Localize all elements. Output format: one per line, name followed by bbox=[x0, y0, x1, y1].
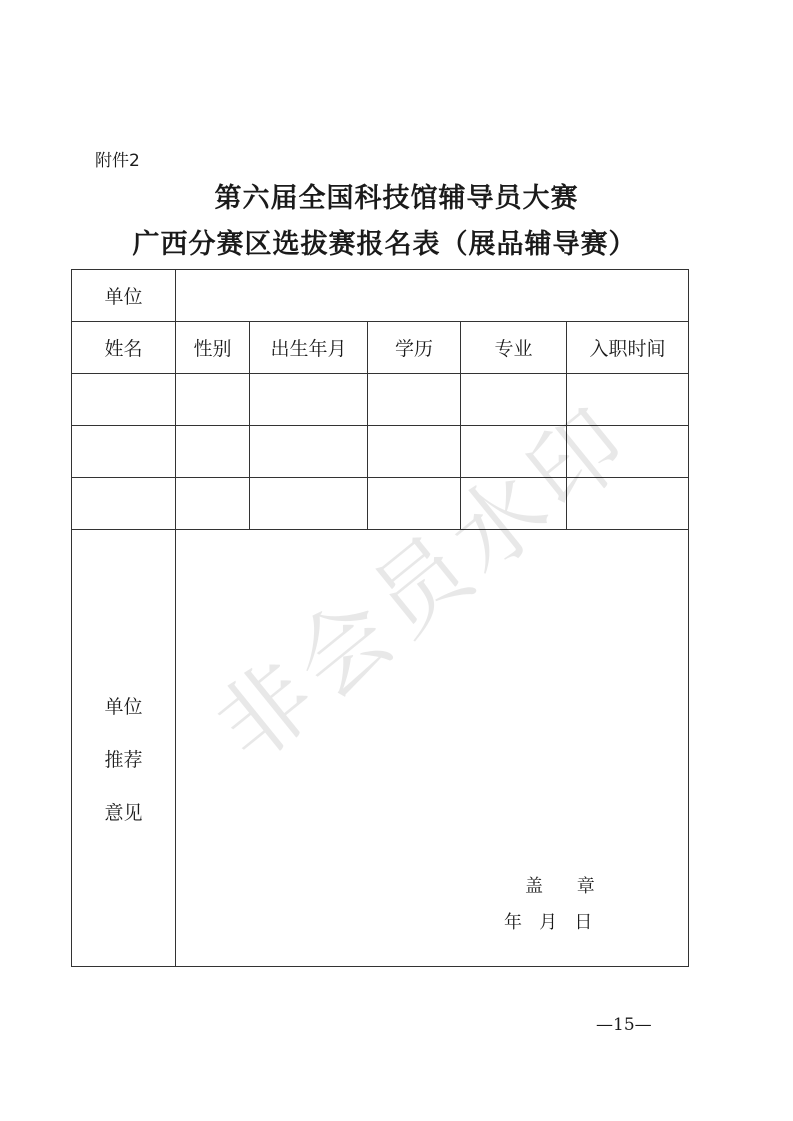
seal-label: 盖 章 bbox=[525, 876, 609, 897]
input-cell[interactable] bbox=[567, 478, 689, 530]
input-cell[interactable] bbox=[250, 478, 368, 530]
input-cell[interactable] bbox=[461, 478, 567, 530]
input-cell[interactable] bbox=[368, 426, 461, 478]
input-cell[interactable] bbox=[567, 426, 689, 478]
input-cell[interactable] bbox=[176, 478, 250, 530]
recommendation-label-line: 意见 bbox=[104, 801, 143, 824]
input-cell[interactable] bbox=[72, 374, 176, 426]
input-cell[interactable] bbox=[461, 426, 567, 478]
form-title-line1: 第六届全国科技馆辅导员大赛 bbox=[214, 183, 579, 214]
table-row bbox=[72, 426, 689, 478]
attachment-label: 附件2 bbox=[95, 151, 140, 171]
table-row bbox=[72, 478, 689, 530]
unit-input-cell[interactable] bbox=[176, 270, 689, 322]
input-cell[interactable] bbox=[176, 374, 250, 426]
form-title-line2: 广西分赛区选拔赛报名表（展品辅导赛） bbox=[132, 229, 637, 260]
input-cell[interactable] bbox=[72, 426, 176, 478]
page-number: —15— bbox=[596, 1015, 652, 1035]
header-major: 专业 bbox=[461, 322, 567, 374]
input-cell[interactable] bbox=[368, 478, 461, 530]
recommendation-label-line: 推荐 bbox=[104, 748, 143, 771]
input-cell[interactable] bbox=[72, 478, 176, 530]
header-name: 姓名 bbox=[72, 322, 176, 374]
header-row bbox=[72, 322, 689, 374]
registration-form-table bbox=[71, 269, 689, 967]
header-education: 学历 bbox=[368, 322, 461, 374]
recommendation-input-cell[interactable] bbox=[176, 530, 689, 967]
input-cell[interactable] bbox=[368, 374, 461, 426]
input-cell[interactable] bbox=[461, 374, 567, 426]
header-gender: 性别 bbox=[176, 322, 250, 374]
input-cell[interactable] bbox=[250, 374, 368, 426]
header-birth: 出生年月 bbox=[250, 322, 368, 374]
date-label: 年 月 日 bbox=[504, 912, 593, 933]
header-entry-time: 入职时间 bbox=[567, 322, 689, 374]
recommendation-label bbox=[72, 530, 176, 967]
recommendation-label-line: 单位 bbox=[104, 695, 143, 718]
input-cell[interactable] bbox=[176, 426, 250, 478]
input-cell[interactable] bbox=[250, 426, 368, 478]
recommendation-row bbox=[72, 530, 689, 967]
table-row bbox=[72, 374, 689, 426]
unit-label: 单位 bbox=[72, 270, 176, 322]
input-cell[interactable] bbox=[567, 374, 689, 426]
watermark: 非会员水印 bbox=[196, 384, 653, 783]
unit-row bbox=[72, 270, 689, 322]
